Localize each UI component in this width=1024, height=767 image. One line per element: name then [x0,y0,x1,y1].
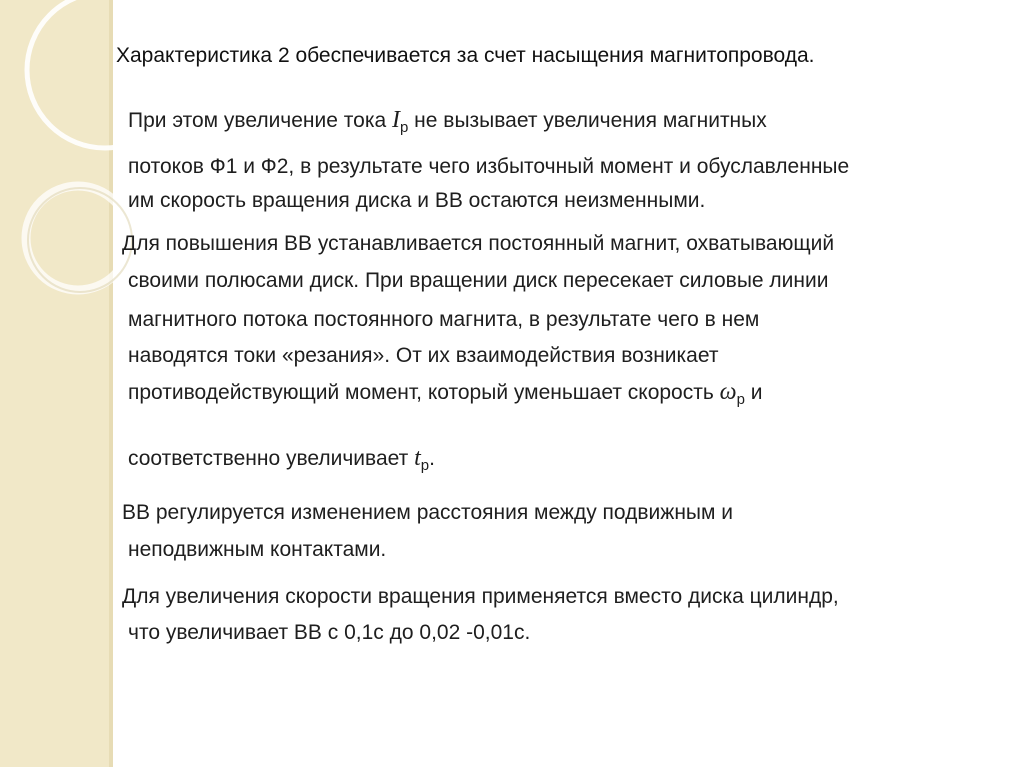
time-subscript: р [420,457,430,474]
para4-line1: Для увеличения скорости вращения применяется вместо диска цилиндр, [122,585,839,608]
current-symbol: I [392,107,400,133]
para1-line1 [128,108,767,135]
para2-line6-post: . [429,447,435,470]
slide-title: Характеристика 2 обеспечивается за счет насыщения магнитопровода. [116,44,815,67]
para3-line1: ВВ регулируется изменением расстояния между подвижным и [122,501,734,524]
para2-line6-pre: соответственно увеличивает [128,447,415,470]
para2-line1: Для повышения ВВ устанавливается постоянный магнит, охватывающий [122,232,835,255]
para1-line1-post: не вызывает увеличения магнитных [408,109,767,132]
para1-line1-pre: При этом увеличение тока [128,109,392,132]
para1-line3: им скорость вращения диска и ВВ остаются неизменными. [128,189,706,212]
para2-line3: магнитного потока постоянного магнита, в результате чего в нем [128,308,760,331]
para2-line5-pre: противодействующий момент, который уменьшает скорость [128,381,720,404]
para4-line2: что увеличивает ВВ с 0,1с до 0,02 -0,01с. [128,621,531,644]
omega-subscript: р [736,391,745,408]
para3-line2: неподвижным контактами. [128,538,387,561]
para2-line2: своими полюсами диск. При вращении диск пересекает силовые линии [128,269,829,292]
para1-line2: потоков Ф1 и Ф2, в результате чего избыточный момент и обуславленные [128,155,850,178]
para2-line5 [128,380,763,407]
time-symbol: t [414,445,421,471]
current-subscript: р [400,119,409,136]
para2-line4: наводятся токи «резания». От их взаимодействия возникает [128,344,719,367]
omega-symbol: ω [719,379,737,405]
para2-line5-post: и [744,381,763,404]
para2-line6 [128,446,435,473]
